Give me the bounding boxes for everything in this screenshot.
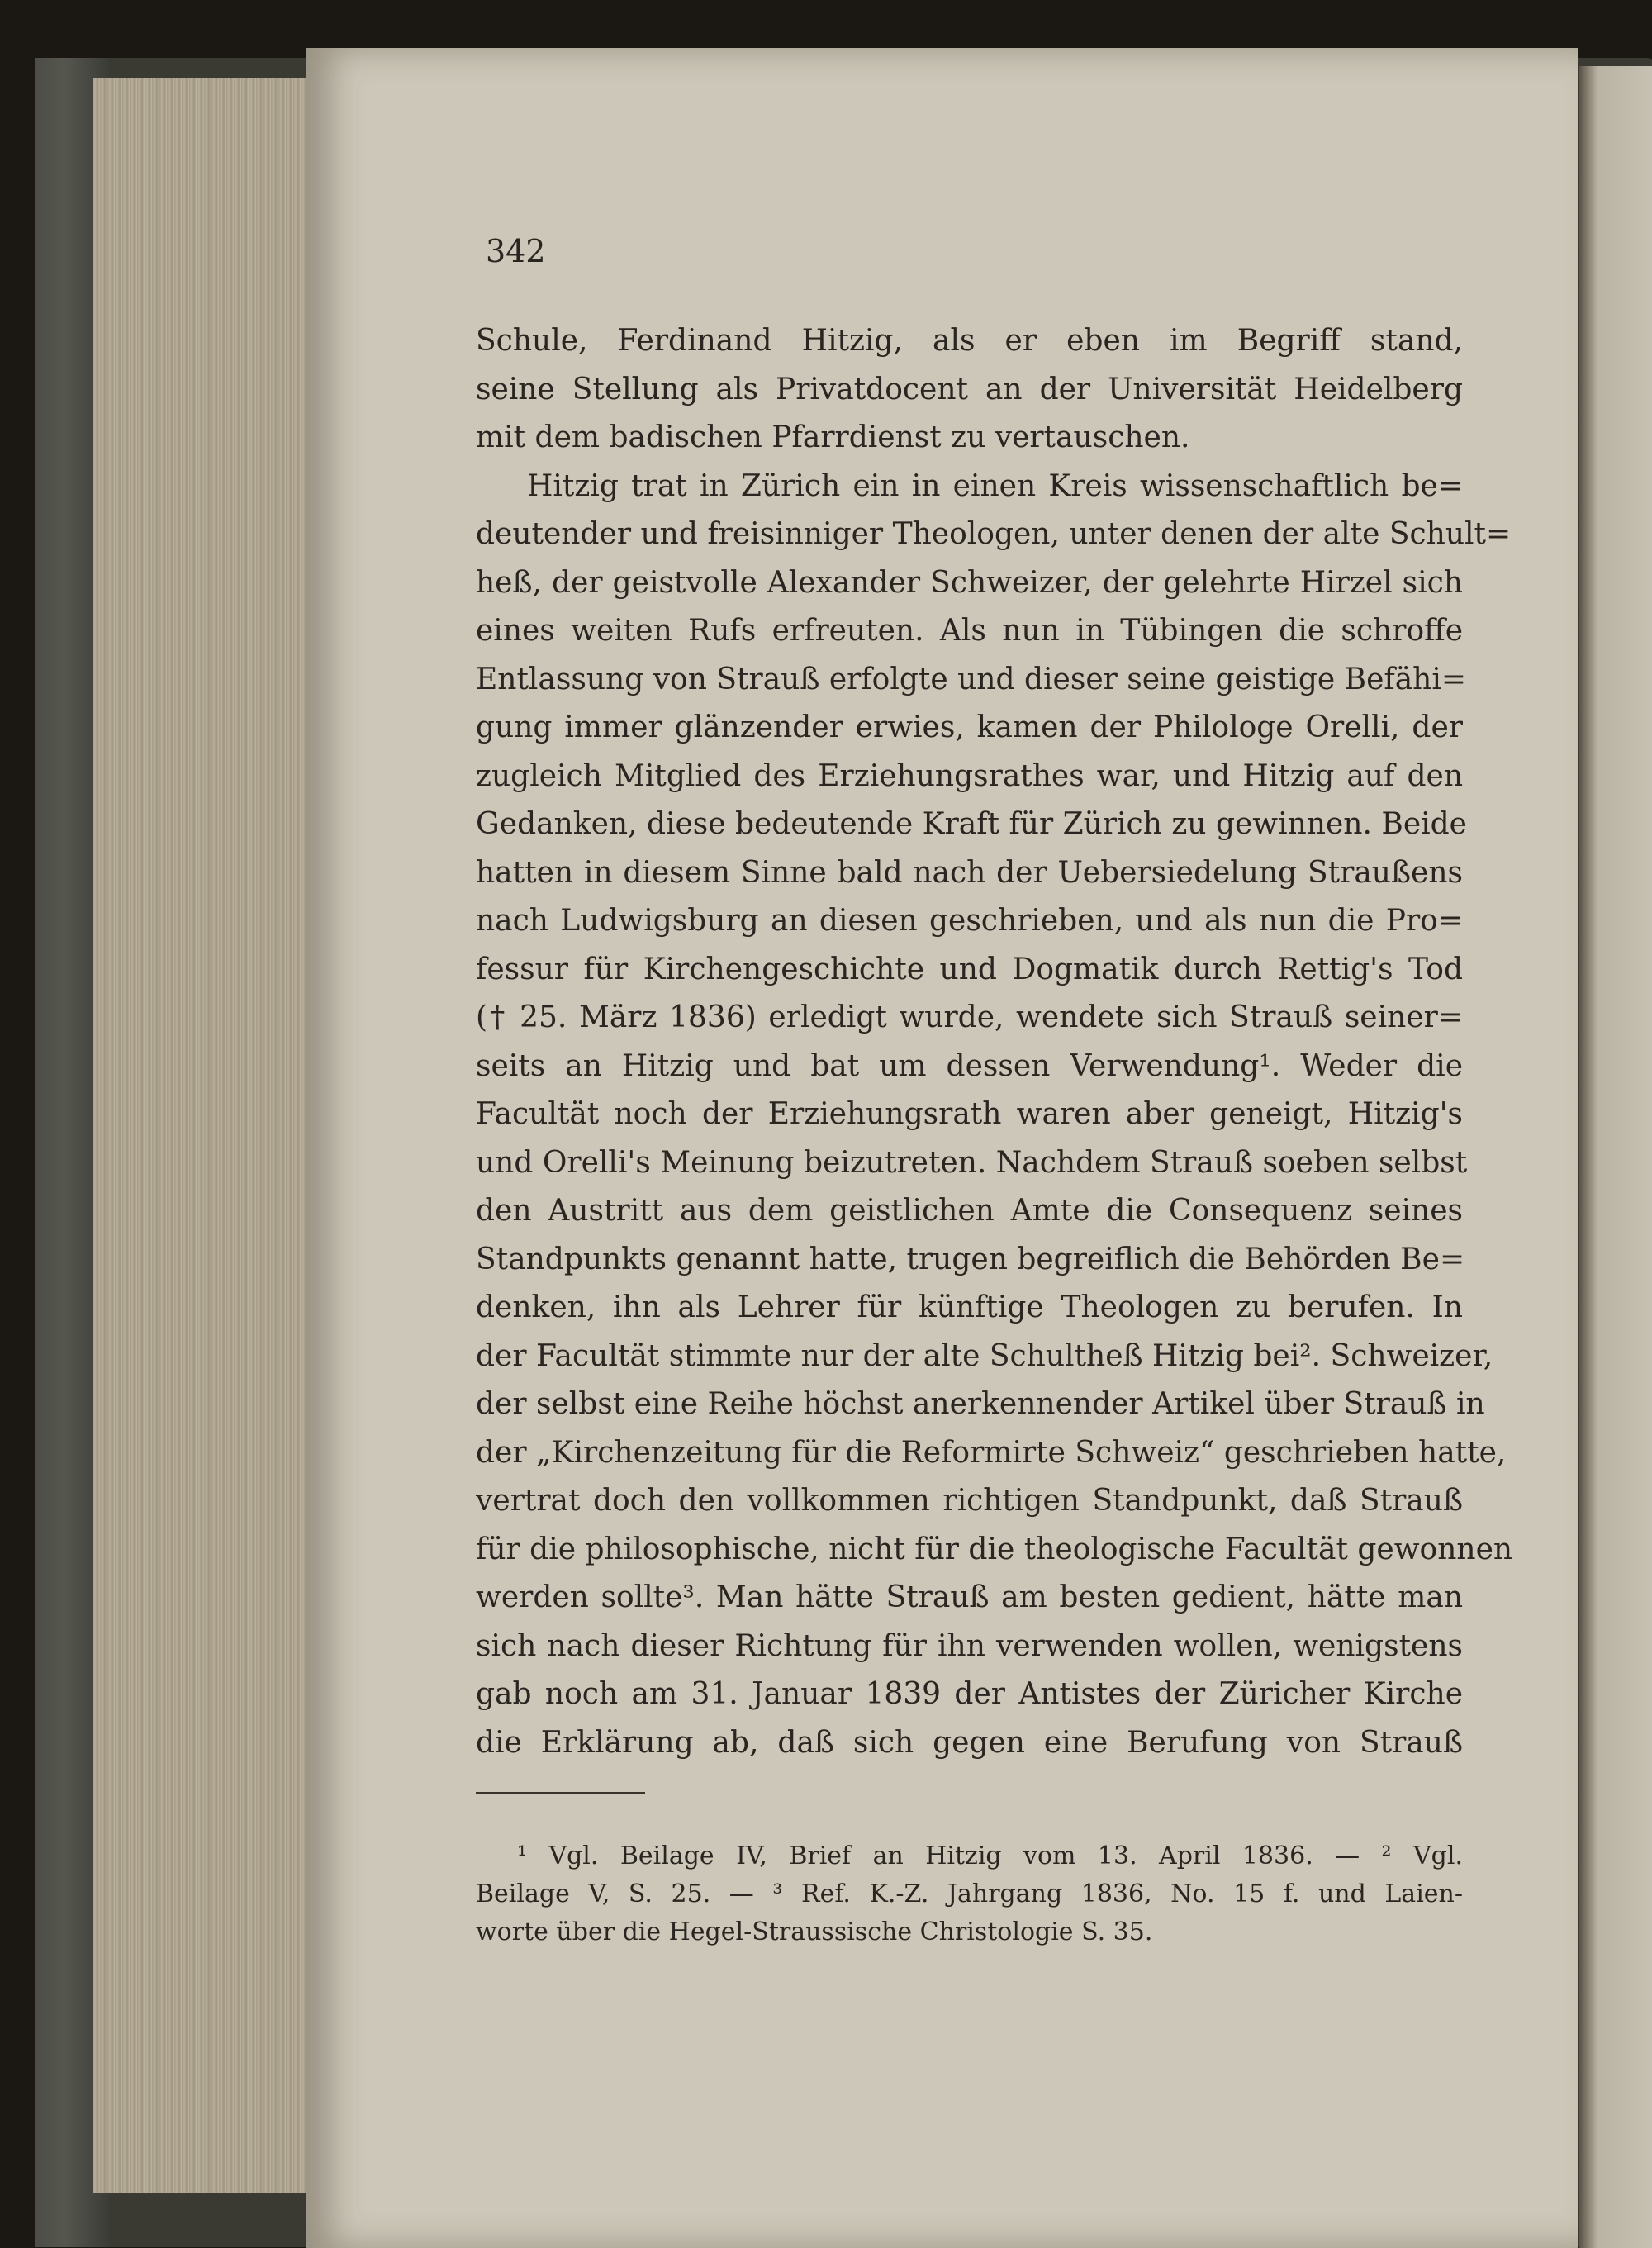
text-line: sich nach dieser Richtung für ihn verwenden wollen, wenigstens [476,1628,1463,1663]
body-text [476,317,1513,1767]
facing-page-edge [1579,66,1652,2248]
text-line: Entlassung von Strauß erfolgte und dieser seine geistige Befähi= [476,662,1467,696]
text-line: heß, der geistvolle Alexander Schweizer, der gelehrte Hirzel sich [476,565,1463,600]
text-line: fessur für Kirchengeschichte und Dogmatik durch Rettig's Tod [476,952,1463,986]
text-line: hatten in diesem Sinne bald nach der Uebersiedelung Straußens [476,855,1463,890]
text-line: der selbst eine Reihe höchst anerkennender Artikel über Strauß in [476,1387,1485,1421]
page-stack-edges [93,78,307,2193]
text-line: zugleich Mitglied des Erziehungsrathes war, und Hitzig auf den [476,758,1463,793]
text-line: vertrat doch den vollkommen richtigen Standpunkt, daß Strauß [476,1484,1463,1518]
footnote-rule [476,1792,645,1794]
text-line: seits an Hitzig und bat um dessen Verwendung¹. Weder die [476,1048,1463,1083]
text-line: und Orelli's Meinung beizutreten. Nachdem Strauß soeben selbst [476,1145,1468,1180]
text-line: der „Kirchenzeitung für die Reformirte Schweiz“ geschrieben hatte, [476,1435,1507,1470]
text-line: Gedanken, diese bedeutende Kraft für Zürich zu gewinnen. Beide [476,807,1467,841]
text-line: gung immer glänzender erwies, kamen der Philologe Orelli, der [476,711,1463,744]
text-line: gab noch am 31. Januar 1839 der Antistes der Züricher Kirche [476,1677,1463,1711]
footnotes [476,1837,1463,1951]
text-line: seine Stellung als Privatdocent an der Universität Heidelberg [476,372,1463,406]
text-line: denken, ihn als Lehrer für künftige Theologen zu berufen. In [476,1290,1463,1324]
text-line: der Facultät stimmte nur der alte Schultheß Hitzig bei². Schweizer, [476,1338,1493,1373]
page-number: 342 [486,233,546,269]
text-line: Hitzig trat in Zürich ein in einen Kreis wissenschaftlich be= [527,468,1463,503]
footnote-line: worte über die Hegel-Straussische Christologie S. 35. [476,1918,1153,1946]
footnote-line: ¹ Vgl. Beilage IV, Brief an Hitzig vom 13. April 1836. — ² Vgl. [517,1842,1463,1870]
text-line: für die philosophische, nicht für die theologische Facultät gewonnen [476,1532,1513,1566]
text-line: deutender und freisinniger Theologen, unter denen der alte Schult= [476,517,1512,551]
text-line: mit dem badischen Pfarrdienst zu vertauschen. [476,421,1190,454]
footnote-line: Beilage V, S. 25. — ³ Ref. K.-Z. Jahrgang 1836, No. 15 f. und Laien- [476,1880,1463,1908]
text-line: Facultät noch der Erziehungsrath waren aber geneigt, Hitzig's [476,1097,1463,1131]
text-line: den Austritt aus dem geistlichen Amte die Consequenz seines [476,1194,1463,1228]
text-line: die Erklärung ab, daß sich gegen eine Berufung von Strauß [476,1725,1463,1760]
text-line: eines weiten Rufs erfreuten. Als nun in Tübingen die schroffe [476,614,1463,648]
text-line: werden sollte³. Man hätte Strauß am besten gedient, hätte man [476,1580,1463,1614]
text-line: nach Ludwigsburg an diesen geschrieben, und als nun die Pro= [476,904,1463,938]
text-line: Standpunkts genannt hatte, trugen begreiflich die Behörden Be= [476,1242,1465,1276]
text-line: Schule, Ferdinand Hitzig, als er eben im Begriff stand, [476,324,1463,358]
text-line: († 25. März 1836) erledigt wurde, wendete sich Strauß seiner= [476,1000,1463,1034]
